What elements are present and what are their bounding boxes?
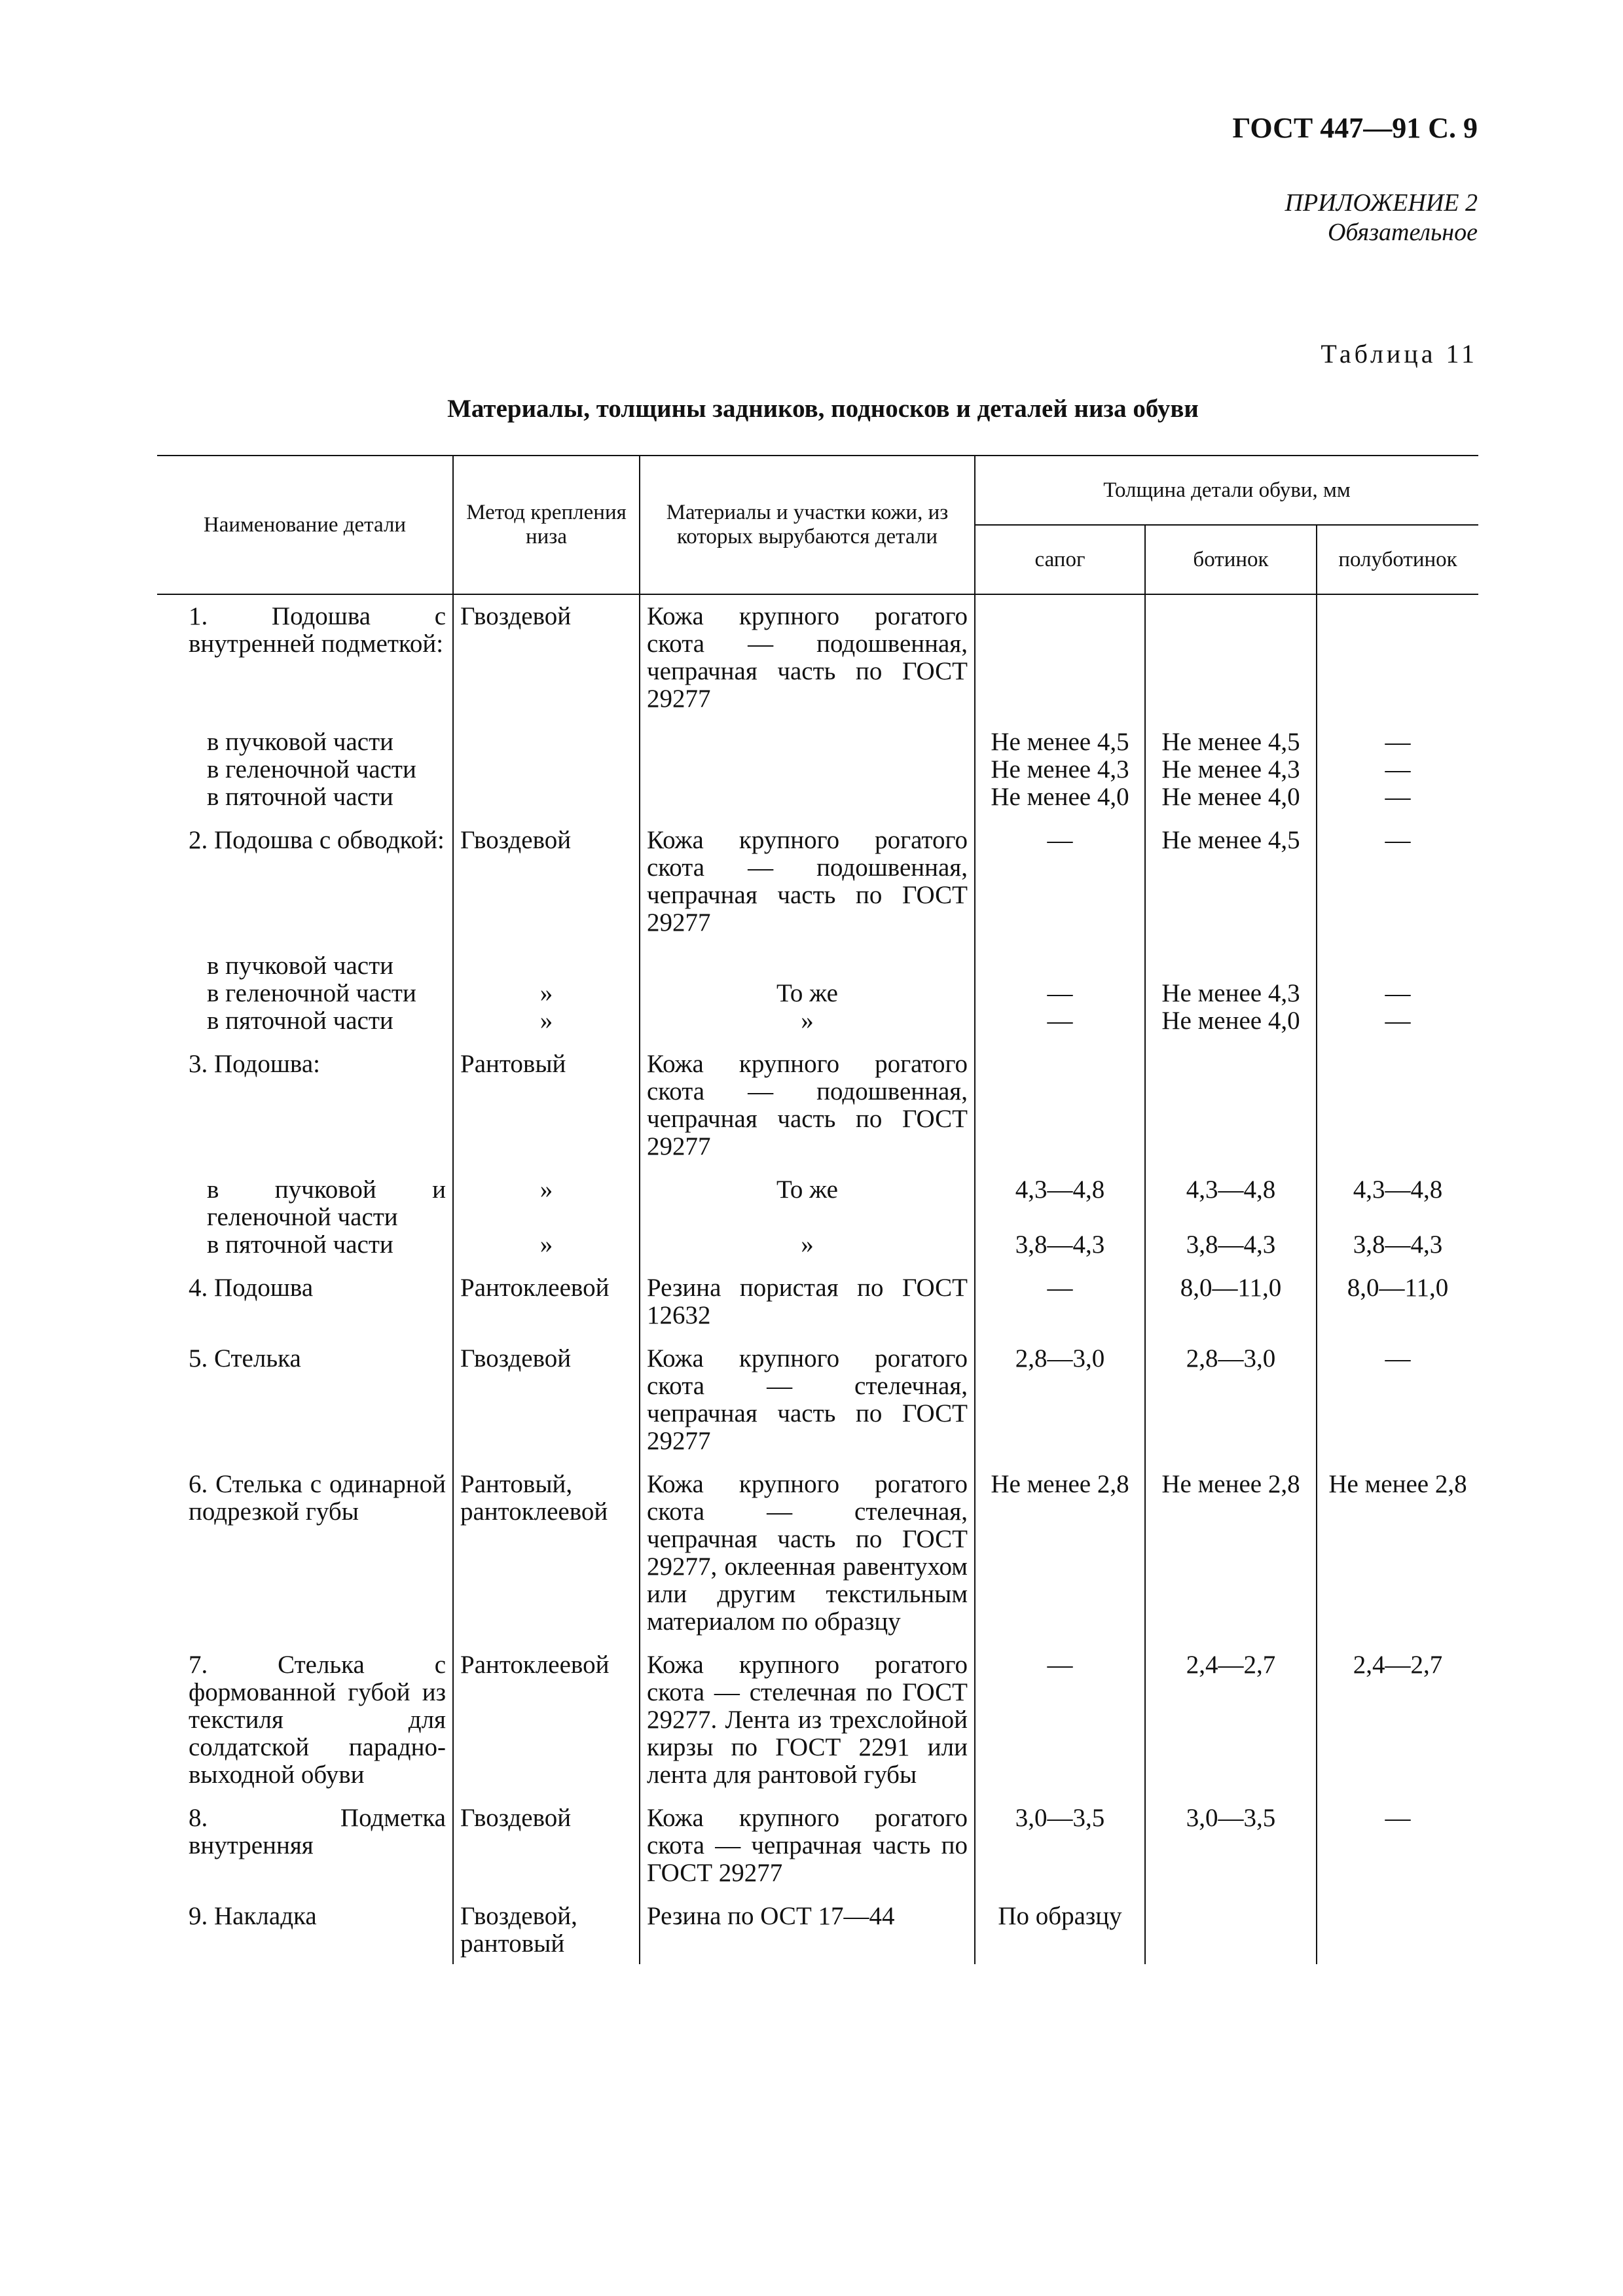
- table-row: [157, 594, 1478, 713]
- cell-polubotinok: 3,8—4,3: [1317, 1231, 1478, 1259]
- cell-method: Гвоздевой: [453, 827, 640, 937]
- cell-method: »: [453, 1007, 640, 1035]
- cell-method: Рантоклеевой: [453, 1274, 640, 1329]
- table-row: [157, 1274, 1478, 1329]
- cell-name: в пяточной части: [207, 1007, 393, 1035]
- cell-name: 5. Стелька: [189, 1344, 301, 1372]
- cell-polubotinok: —: [1317, 728, 1478, 756]
- table-row: [157, 728, 1478, 756]
- cell-sapog: —: [975, 1274, 1145, 1329]
- cell-sapog: 4,3—4,8: [975, 1176, 1145, 1231]
- col-header-thickness: Толщина детали обуви, мм: [975, 456, 1478, 525]
- cell-method: Гвоздевой: [453, 1345, 640, 1455]
- cell-material: Кожа крупного рогатого скота — стелечная по ГОСТ 29277. Лента из трехслойной кирзы по ГОСТ 2291 или лента для рантовой губы: [640, 1651, 975, 1789]
- cell-material: [640, 783, 975, 811]
- cell-material: [640, 728, 975, 756]
- cell-method: Гвоздевой: [453, 1804, 640, 1887]
- cell-method: Рантовый: [453, 1050, 640, 1160]
- cell-material: Кожа крупного рогатого скота — чепрачная часть по ГОСТ 29277: [640, 1804, 975, 1887]
- cell-sapog: Не менее 4,3: [975, 756, 1145, 783]
- cell-polubotinok: —: [1317, 756, 1478, 783]
- table-row: [157, 952, 1478, 980]
- cell-botinok: Не менее 4,0: [1145, 783, 1317, 811]
- cell-material: »: [640, 1007, 975, 1035]
- col-header-method: Метод крепления низа: [453, 456, 640, 594]
- cell-name: в пучковой и геленочной части: [207, 1175, 446, 1231]
- cell-polubotinok: 4,3—4,8: [1317, 1176, 1478, 1231]
- cell-material: Резина по ОСТ 17—44: [640, 1903, 975, 1958]
- appendix-label: ПРИЛОЖЕНИЕ 2: [1285, 189, 1478, 217]
- cell-botinok: Не менее 2,8: [1145, 1471, 1317, 1636]
- cell-name: 7. Стелька с формованной губой из текстиля для солдатской парадно-выходной обуви: [189, 1651, 446, 1789]
- cell-name: в геленочной части: [207, 755, 416, 783]
- col-header-polubotinok: полуботинок: [1317, 525, 1478, 594]
- cell-sapog: —: [975, 980, 1145, 1007]
- table-row: [157, 1903, 1478, 1958]
- cell-botinok: 4,3—4,8: [1145, 1176, 1317, 1231]
- page-header: ГОСТ 447—91 С. 9: [1232, 112, 1478, 144]
- appendix-status: Обязательное: [1327, 219, 1478, 246]
- cell-method: »: [453, 1231, 640, 1259]
- cell-material: То же: [640, 980, 975, 1007]
- cell-material: Кожа крупного рогатого скота — стелечная, чепрачная часть по ГОСТ 29277, оклеенная равентухом или другим текстильным материалом по образцу: [640, 1471, 975, 1636]
- cell-material: То же: [640, 1176, 975, 1231]
- table-row: [157, 980, 1478, 1007]
- cell-method: »: [453, 980, 640, 1007]
- cell-botinok: [1145, 952, 1317, 980]
- cell-botinok: 2,8—3,0: [1145, 1345, 1317, 1455]
- cell-sapog: Не менее 4,5: [975, 728, 1145, 756]
- cell-polubotinok: [1317, 1903, 1478, 1958]
- cell-material: Кожа крупного рогатого скота — подошвенная, чепрачная часть по ГОСТ 29277: [640, 827, 975, 937]
- col-header-materials: Материалы и участки кожи, из которых вырубаются детали: [640, 456, 975, 594]
- cell-botinok: Не менее 4,3: [1145, 756, 1317, 783]
- cell-polubotinok: Не менее 2,8: [1317, 1471, 1478, 1636]
- cell-sapog: Не менее 4,0: [975, 783, 1145, 811]
- cell-botinok: 3,8—4,3: [1145, 1231, 1317, 1259]
- table-row: [157, 1804, 1478, 1887]
- cell-botinok: 2,4—2,7: [1145, 1651, 1317, 1789]
- table-row: [157, 1176, 1478, 1231]
- cell-name: в геленочной части: [207, 979, 416, 1007]
- cell-sapog: [975, 952, 1145, 980]
- table-row: [157, 827, 1478, 937]
- cell-polubotinok: —: [1317, 827, 1478, 937]
- cell-name: 4. Подошва: [189, 1274, 314, 1302]
- cell-method: Гвоздевой, рантовый: [453, 1903, 640, 1958]
- col-header-name: Наименование детали: [157, 456, 453, 594]
- cell-sapog: 3,8—4,3: [975, 1231, 1145, 1259]
- cell-name: 3. Подошва:: [189, 1050, 320, 1078]
- cell-material: [640, 952, 975, 980]
- cell-name: в пучковой части: [207, 728, 394, 756]
- cell-sapog: 2,8—3,0: [975, 1345, 1145, 1455]
- cell-method: [453, 952, 640, 980]
- cell-material: »: [640, 1231, 975, 1259]
- col-header-botinok: ботинок: [1145, 525, 1317, 594]
- cell-method: [453, 728, 640, 756]
- table-number: Таблица 11: [1321, 339, 1478, 368]
- cell-name: 9. Накладка: [189, 1902, 317, 1930]
- cell-material: Кожа крупного рогатого скота — подошвенная, чепрачная часть по ГОСТ 29277: [640, 594, 975, 713]
- materials-table: [157, 455, 1478, 1964]
- cell-botinok: [1145, 594, 1317, 713]
- cell-polubotinok: 8,0—11,0: [1317, 1274, 1478, 1329]
- cell-method: [453, 783, 640, 811]
- cell-botinok: 8,0—11,0: [1145, 1274, 1317, 1329]
- cell-polubotinok: —: [1317, 783, 1478, 811]
- table-row: [157, 1050, 1478, 1160]
- cell-polubotinok: [1317, 1050, 1478, 1160]
- cell-name: 2. Подошва с обводкой:: [189, 826, 445, 854]
- cell-polubotinok: 2,4—2,7: [1317, 1651, 1478, 1789]
- cell-botinok: Не менее 4,5: [1145, 728, 1317, 756]
- table-title: Материалы, толщины задников, подносков и деталей низа обуви: [447, 395, 1199, 423]
- cell-sapog: 3,0—3,5: [975, 1804, 1145, 1887]
- cell-sapog: [975, 594, 1145, 713]
- cell-sapog: —: [975, 1007, 1145, 1035]
- cell-method: Рантоклеевой: [453, 1651, 640, 1789]
- cell-polubotinok: —: [1317, 1007, 1478, 1035]
- cell-name: 8. Подметка внутренняя: [189, 1804, 446, 1859]
- table-row: [157, 1007, 1478, 1035]
- cell-botinok: Не менее 4,0: [1145, 1007, 1317, 1035]
- table-row: [157, 1471, 1478, 1636]
- cell-method: »: [453, 1176, 640, 1231]
- table-row: [157, 783, 1478, 811]
- cell-method: [453, 756, 640, 783]
- cell-material: Резина пористая по ГОСТ 12632: [640, 1274, 975, 1329]
- table-row: [157, 1345, 1478, 1455]
- cell-sapog: Не менее 2,8: [975, 1471, 1145, 1636]
- table-row: [157, 1651, 1478, 1789]
- cell-name: 6. Стелька с одинарной подрезкой губы: [189, 1470, 446, 1526]
- cell-material: Кожа крупного рогатого скота — подошвенная, чепрачная часть по ГОСТ 29277: [640, 1050, 975, 1160]
- cell-botinok: [1145, 1050, 1317, 1160]
- cell-sapog: [975, 1050, 1145, 1160]
- table-row: [157, 1231, 1478, 1259]
- cell-name: 1. Подошва с внутренней подметкой:: [189, 602, 446, 658]
- cell-name: в пяточной части: [207, 1230, 393, 1259]
- cell-polubotinok: [1317, 594, 1478, 713]
- cell-botinok: [1145, 1903, 1317, 1958]
- cell-polubotinok: [1317, 952, 1478, 980]
- cell-sapog: По образцу: [975, 1903, 1145, 1958]
- cell-polubotinok: —: [1317, 980, 1478, 1007]
- cell-polubotinok: —: [1317, 1345, 1478, 1455]
- cell-method: Рантовый, рантоклеевой: [453, 1471, 640, 1636]
- cell-sapog: —: [975, 1651, 1145, 1789]
- cell-polubotinok: —: [1317, 1804, 1478, 1887]
- cell-botinok: 3,0—3,5: [1145, 1804, 1317, 1887]
- cell-material: [640, 756, 975, 783]
- col-header-sapog: сапог: [975, 525, 1145, 594]
- cell-name: в пучковой части: [207, 952, 394, 980]
- cell-method: Гвоздевой: [453, 594, 640, 713]
- cell-botinok: Не менее 4,5: [1145, 827, 1317, 937]
- cell-name: в пяточной части: [207, 783, 393, 811]
- cell-material: Кожа крупного рогатого скота — стелечная, чепрачная часть по ГОСТ 29277: [640, 1345, 975, 1455]
- table-row: [157, 756, 1478, 783]
- cell-botinok: Не менее 4,3: [1145, 980, 1317, 1007]
- cell-sapog: —: [975, 827, 1145, 937]
